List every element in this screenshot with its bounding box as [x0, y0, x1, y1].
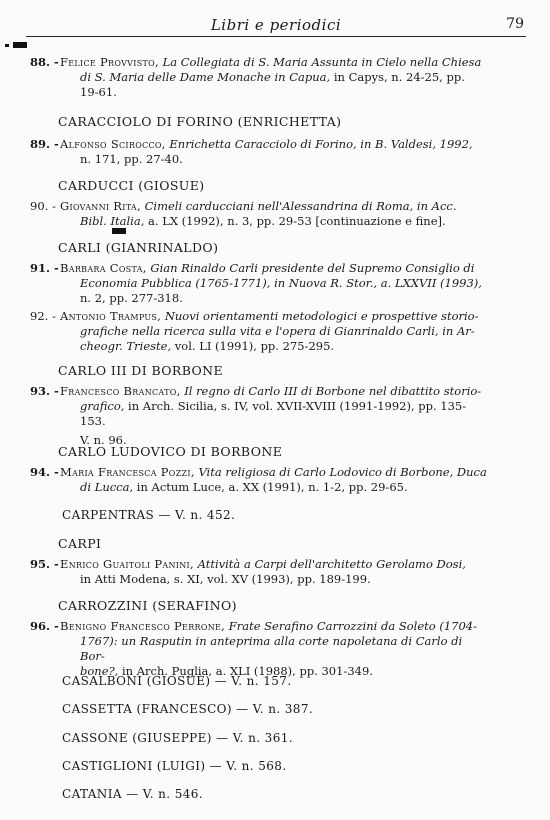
- entry-94: [30, 465, 490, 495]
- entry-author: Barbara Costa,: [60, 261, 147, 275]
- entry-journal: cheogr. Trieste,: [80, 339, 172, 353]
- section-heading: CARLI (GIANRINALDO): [58, 240, 219, 255]
- entry-90: [30, 199, 490, 229]
- entry-citation: in Ar-: [438, 324, 475, 338]
- entry-author: Francesco Brancato,: [60, 384, 181, 398]
- entry-journal: Bibl. Italia,: [80, 214, 145, 228]
- entry-95: [30, 557, 490, 587]
- entry-author: Giovanni Rita,: [60, 199, 141, 213]
- running-title: Libri e periodici: [210, 16, 342, 34]
- entry-pages: 19-61.: [80, 85, 117, 99]
- entry-title: Enrichetta Caracciolo di Forino,: [169, 137, 357, 151]
- entry-number: 90. -: [30, 199, 56, 213]
- section-heading: CARDUCCI (GIOSUE): [58, 178, 205, 193]
- entry-number: 88. -: [30, 55, 59, 69]
- entry-number: 93. -: [30, 384, 59, 398]
- entry-xref: V. n. 96.: [80, 433, 127, 447]
- entry-pages: n. 2, pp. 277-318.: [80, 291, 183, 305]
- cross-reference: CASSETTA (FRANCESCO) — V. n. 387.: [62, 702, 314, 716]
- entry-91: [30, 261, 490, 306]
- entry-title-cont: grafiche nella ricerca sulla vita e l'opera di Gianrinaldo Carli,: [80, 324, 439, 338]
- entry-pages: n. 171, pp. 27-40.: [80, 152, 183, 166]
- cross-reference: CATANIA — V. n. 546.: [62, 787, 204, 801]
- entry-93: [30, 384, 490, 448]
- entry-title: Il regno di Carlo III di Borbone nel dibattito storio-: [184, 384, 482, 398]
- section-heading: CARLO III DI BORBONE: [58, 363, 224, 378]
- entry-96: [30, 619, 490, 679]
- entry-pages: a. LX (1992), n. 3, pp. 29-53 [continuazione e fine].: [144, 214, 446, 228]
- entry-author: Maria Francesca Pozzi,: [60, 465, 195, 479]
- entry-citation: in Arch. Sicilia, s. IV, vol. XVII-XVIII (1991-1992), pp. 135-153.: [80, 399, 467, 428]
- entry-title-cont: di S. Maria delle Dame Monache in Capua,: [80, 70, 331, 84]
- entry-title: Attività a Carpi dell'architetto Gerolamo Dosi,: [197, 557, 466, 571]
- entry-92: [30, 309, 490, 354]
- cross-reference: CASTIGLIONI (LUIGI) — V. n. 568.: [62, 759, 287, 773]
- entry-title-cont: di Lucca,: [80, 480, 134, 494]
- entry-title: La Collegiata di S. Maria Assunta in Cielo nella Chiesa: [162, 55, 482, 69]
- entry-title-cont: Economia Pubblica (1765-1771),: [80, 276, 271, 290]
- entry-number: 91. -: [30, 261, 59, 275]
- entry-number: 89. -: [30, 137, 59, 151]
- entry-title-cont: 1767): un Rasputin in anteprima alla corte napoletana di Carlo di Bor-: [80, 634, 463, 663]
- entry-author: Antonio Trampus,: [60, 309, 162, 323]
- entry-title-cont: grafico,: [80, 399, 125, 413]
- entry-author: Alfonso Scirocco,: [60, 137, 166, 151]
- entry-citation: in Actum Luce, a. XX (1991), n. 1-2, pp. 29-65.: [133, 480, 408, 494]
- section-heading: CARPI: [58, 536, 102, 551]
- entry-citation: in Arch. Puglia, a. XLI (1988), pp. 301-349.: [118, 664, 373, 678]
- entry-author: Felice Provvisto,: [60, 55, 159, 69]
- entry-citation: in B. Valdesi, 1992,: [356, 137, 473, 151]
- page-number: 79: [506, 16, 524, 32]
- cross-reference: CASSONE (GIUSEPPE) — V. n. 361.: [62, 731, 293, 745]
- section-heading: CARLO LUDOVICO DI BORBONE: [58, 444, 283, 459]
- entry-number: 95. -: [30, 557, 59, 571]
- entry-citation: in Acc.: [413, 199, 457, 213]
- entry-author: Enrico Guaitoli Panini,: [60, 557, 194, 571]
- section-heading: CARROZZINI (SERAFINO): [58, 598, 237, 613]
- entry-88: [30, 55, 490, 100]
- cross-reference: CASALBONI (GIOSUÈ) — V. n. 157.: [62, 674, 292, 688]
- cross-reference: CARPENTRAS — V. n. 452.: [62, 508, 236, 522]
- entry-title: Frate Serafino Carrozzini da Soleto (1704-: [228, 619, 477, 633]
- entry-title: Gian Rinaldo Carli presidente del Supremo Consiglio di: [150, 261, 475, 275]
- entry-title: Vita religiosa di Carlo Lodovico di Borbone, Duca: [198, 465, 487, 479]
- entry-title-cont: bone?,: [80, 664, 119, 678]
- entry-number: 92. -: [30, 309, 56, 323]
- entry-citation: in Atti Modena, s. XI, vol. XV (1993), pp. 189-199.: [80, 572, 371, 586]
- entry-citation: in Nuova R. Stor., a. LXXVII (1993),: [270, 276, 482, 290]
- entry-title: Cimeli carducciani nell'Alessandrina di Roma,: [144, 199, 414, 213]
- entry-number: 96. -: [30, 619, 59, 633]
- entry-89: [30, 137, 490, 167]
- section-heading: CARACCIOLO DI FORINO (ENRICHETTA): [58, 114, 342, 129]
- entry-citation: in Capys, n. 24-25, pp.: [330, 70, 465, 84]
- entry-pages: vol. LI (1991), pp. 275-295.: [171, 339, 335, 353]
- entry-title: Nuovi orientamenti metodologici e prospettive storio-: [164, 309, 479, 323]
- entry-author: Benigno Francesco Perrone,: [60, 619, 226, 633]
- entry-number: 94. -: [30, 465, 59, 479]
